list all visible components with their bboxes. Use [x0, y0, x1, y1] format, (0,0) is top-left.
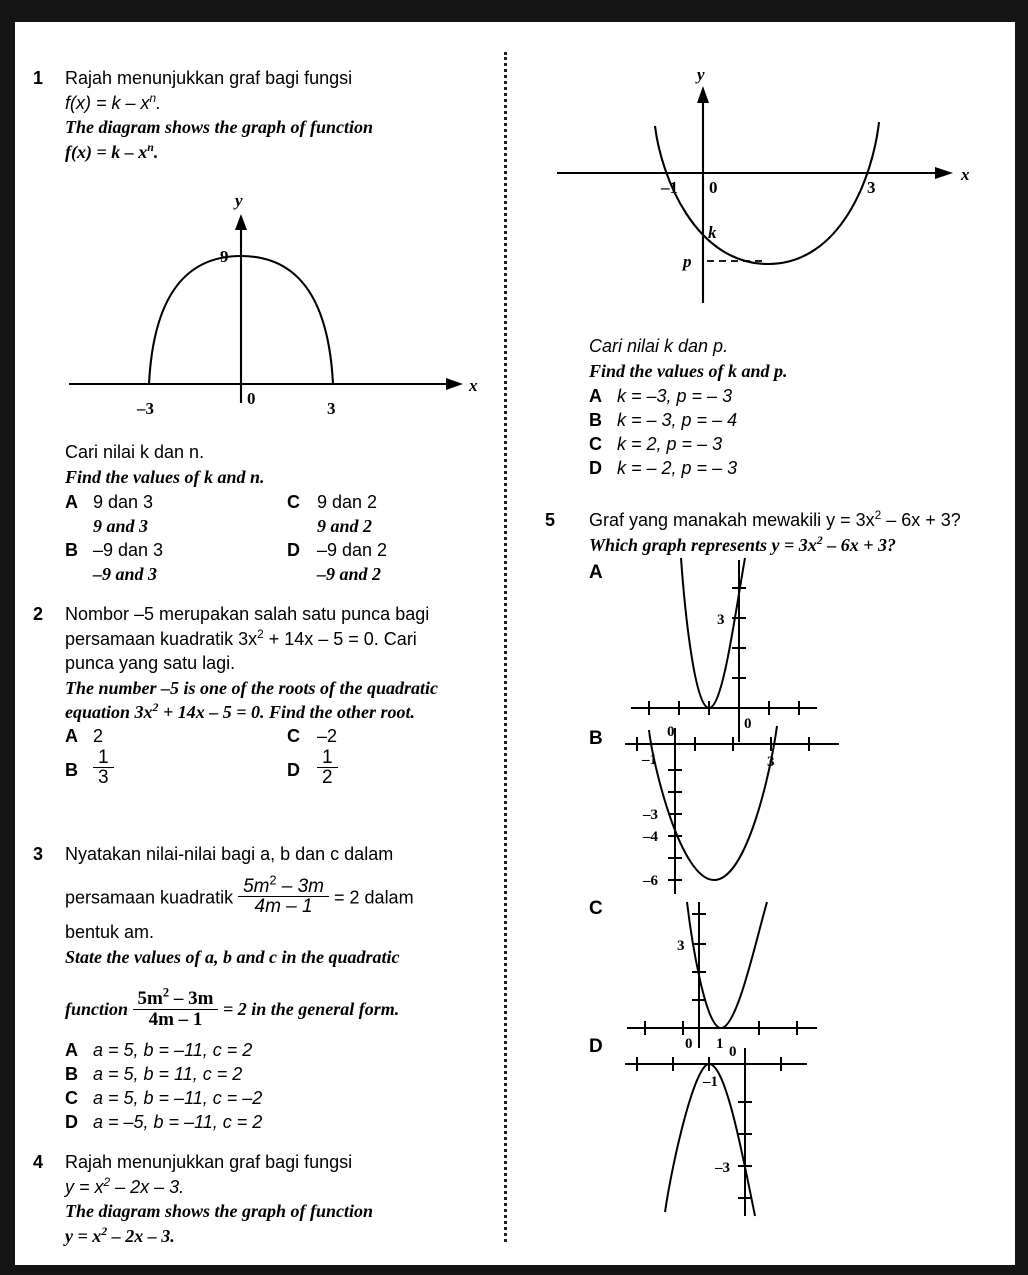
q5-c-vertex-label: 1	[716, 1036, 724, 1052]
q5-a-y-label: 3	[717, 612, 725, 628]
q3-option-d-letter[interactable]: D	[65, 1112, 78, 1132]
q4-ask-en: Find the values of k and p.	[589, 360, 788, 381]
q3-option-b-letter[interactable]: B	[65, 1064, 78, 1084]
q1-option-row-2-en	[65, 562, 505, 586]
q3-stem-ml-1	[65, 842, 501, 867]
q1-origin-label: 0	[247, 389, 256, 408]
q4-option-d-letter[interactable]: D	[589, 458, 602, 478]
q3-stem-ml-2	[65, 873, 501, 919]
q2-stem-ml-2	[65, 627, 501, 652]
q1-option-a-letter[interactable]: A	[65, 492, 78, 512]
q3-ml2-pre: persamaan kuadratik	[65, 887, 239, 908]
question-4-ask	[589, 334, 1011, 383]
q4-option-a-text[interactable]: k = –3, p = – 3	[617, 386, 733, 406]
question-4-stem	[65, 1150, 501, 1248]
q1-ask-ml: Cari nilai k dan n.	[65, 442, 205, 462]
q1-option-a-en: 9 and 3	[93, 516, 149, 536]
q2-ml2-pre: persamaan kuadratik 3x	[65, 628, 258, 649]
q3-stem-en-2	[65, 985, 501, 1031]
q1-ml2-pre: f(x) = k – x	[65, 92, 150, 113]
q3-num-pre-en: 5m	[137, 988, 163, 1010]
question-5-number: 5	[545, 510, 556, 530]
q5-b-y-label-2: –4	[643, 829, 658, 845]
question-1-stem	[65, 66, 501, 164]
q3-fraction-inline	[238, 873, 329, 917]
q3-fraction-denominator-en: 4m – 1	[133, 1009, 219, 1029]
q1-option-row-1-en	[65, 514, 505, 538]
q5-d-y-label: –3	[715, 1160, 730, 1176]
question-4-options	[589, 384, 1015, 480]
q3-num-pre: 5m	[243, 875, 270, 897]
q5-en-pre: Which graph represents y = 3x	[589, 534, 817, 555]
question-1-options	[65, 490, 505, 586]
q2-option-c-letter[interactable]: C	[287, 726, 300, 746]
q2-option-row-1	[65, 724, 505, 748]
q5-b-root-right-label: 3	[767, 754, 775, 770]
q3-option-c-text[interactable]: a = 5, b = –11, c = –2	[93, 1088, 263, 1108]
q3-stem-ml-3: bentuk am.	[65, 922, 155, 943]
q3-option-a-letter[interactable]: A	[65, 1040, 78, 1060]
q4-option-row-b	[589, 408, 1015, 432]
q4-option-c-letter[interactable]: C	[589, 434, 602, 454]
q5-a-origin-label: 0	[744, 716, 752, 732]
q3-num-post-en: – 3m	[169, 988, 214, 1010]
q2-option-row-2	[65, 748, 505, 794]
q2-option-d-fraction[interactable]	[317, 747, 338, 790]
q5-d-origin-label: 0	[729, 1044, 737, 1060]
q4-option-row-c	[589, 432, 1015, 456]
left-column	[15, 22, 505, 1265]
q5-option-c-diagram	[607, 900, 877, 1060]
q5-option-a-letter[interactable]: A	[589, 562, 603, 583]
q2-option-d-denominator: 2	[317, 767, 338, 787]
q5-ml-sup: 2	[874, 508, 882, 522]
q3-en2-post: = 2 in the general form.	[218, 999, 400, 1020]
q1-root-left-label: –3	[137, 399, 154, 418]
q3-fraction-numerator	[238, 873, 329, 897]
q2-option-b-letter[interactable]: B	[65, 760, 78, 780]
q1-en2-post: .	[153, 141, 159, 162]
q3-ml1-text: Nyatakan nilai-nilai bagi a, b dan c dalam	[65, 844, 394, 864]
q1-ml2-post: .	[156, 92, 162, 113]
q1-stem-en-2	[65, 140, 501, 165]
q4-minimum-label: p	[683, 252, 692, 271]
q4-origin-label: 0	[709, 178, 718, 197]
q1-y-axis-label: y	[235, 191, 243, 210]
q1-stem-ml-2	[65, 91, 501, 116]
q1-option-b-ml[interactable]: –9 dan 3	[93, 540, 164, 560]
q2-ml2-post: + 14x – 5 = 0. Cari	[263, 628, 417, 649]
q2-option-a-value[interactable]: 2	[93, 726, 104, 746]
q4-x-axis-label: x	[961, 165, 970, 184]
q2-option-b-fraction[interactable]	[93, 747, 114, 790]
question-4-number: 4	[33, 1152, 44, 1172]
q4-stem-en-2	[65, 1224, 501, 1249]
q5-option-a-diagram	[607, 556, 867, 746]
q1-option-c-en: 9 and 2	[317, 516, 373, 536]
q2-en2-sup: 2	[152, 700, 159, 714]
q3-option-d-text[interactable]: a = –5, b = –11, c = 2	[93, 1112, 263, 1132]
q1-ml2-sup: n	[149, 90, 157, 105]
q5-b-origin-label: 0	[667, 724, 675, 740]
q3-en2-pre: function	[65, 999, 133, 1020]
q2-stem-en-2	[65, 700, 501, 725]
q1-stem-ml-1: Rajah menunjukkan graf bagi fungsi	[65, 68, 353, 88]
q4-option-c-text[interactable]: k = 2, p = – 3	[617, 434, 723, 454]
right-column	[527, 22, 1015, 1265]
q5-c-origin-label: 0	[685, 1036, 693, 1052]
q3-fraction-numerator-en	[133, 985, 219, 1010]
q5-option-c-letter[interactable]: C	[589, 898, 603, 919]
q5-option-b-diagram	[607, 722, 887, 902]
q4-ask-ml: Cari nilai k dan p.	[589, 336, 729, 356]
question-2-number: 2	[33, 604, 44, 624]
q2-option-a-letter[interactable]: A	[65, 726, 78, 746]
question-5-stem	[589, 508, 1011, 557]
question-2-options	[65, 724, 505, 794]
q1-en2-sup: n	[147, 139, 154, 154]
q3-stem-en-1: State the values of a, b and c in the quadratic	[65, 946, 400, 967]
q1-option-d-ml[interactable]: –9 dan 2	[317, 540, 388, 560]
q3-option-c-letter[interactable]: C	[65, 1088, 78, 1108]
q5-en-sup: 2	[816, 532, 823, 547]
question-1-number: 1	[33, 68, 44, 88]
q1-x-axis-label: x	[469, 376, 478, 395]
q3-option-row-a	[65, 1038, 505, 1062]
q2-option-b-numerator: 1	[98, 747, 109, 768]
q1-option-b-en: –9 and 3	[93, 564, 158, 584]
q4-option-row-d	[589, 456, 1015, 480]
q5-option-b-letter[interactable]: B	[589, 728, 603, 749]
q1-option-d-en: –9 and 2	[317, 564, 382, 584]
q1-stem-en-1: The diagram shows the graph of function	[65, 117, 374, 137]
question-1-diagram	[61, 188, 481, 428]
q2-option-d-letter[interactable]: D	[287, 760, 300, 780]
q4-option-a-letter[interactable]: A	[589, 386, 602, 406]
q5-ml-pre: Graf yang manakah mewakili y = 3x	[589, 510, 875, 530]
q1-option-c-ml[interactable]: 9 dan 2	[317, 492, 378, 512]
q5-b-y-label-3: –6	[643, 873, 658, 889]
q4-root-right-label: 3	[867, 178, 876, 197]
q2-en2-pre: equation 3x	[65, 702, 153, 722]
question-3-number: 3	[33, 844, 44, 864]
q1-option-row-2	[65, 538, 505, 562]
q3-option-row-b	[65, 1062, 505, 1086]
question-2-stem	[65, 602, 501, 725]
q4-option-d-text[interactable]: k = – 2, p = – 3	[617, 458, 738, 478]
q4-stem-en-1: The diagram shows the graph of function	[65, 1201, 374, 1221]
q4-ml2-pre: y = x	[65, 1176, 104, 1197]
question-3-stem	[65, 842, 501, 1031]
q3-fraction-inline-en	[133, 985, 219, 1030]
q4-stem-ml-2	[65, 1175, 501, 1200]
q4-y-axis-label: y	[697, 65, 705, 84]
q5-ml-post: – 6x + 3?	[881, 510, 961, 530]
q1-option-c-letter[interactable]: C	[287, 492, 300, 512]
q4-y-intercept-label: k	[708, 223, 717, 242]
q3-fraction-denominator: 4m – 1	[238, 896, 329, 916]
q3-num-sup-en: 2	[162, 985, 170, 1000]
q4-en2-sup: 2	[101, 1223, 108, 1238]
q3-option-row-d	[65, 1110, 505, 1134]
q4-stem-ml-1: Rajah menunjukkan graf bagi fungsi	[65, 1152, 353, 1172]
q2-ml2-sup: 2	[257, 626, 264, 641]
q3-option-row-c	[65, 1086, 505, 1110]
q2-option-d-numerator: 1	[322, 747, 333, 768]
q2-en2-post: + 14x – 5 = 0. Find the other root.	[158, 702, 415, 722]
q4-option-b-text[interactable]: k = – 3, p = – 4	[617, 410, 738, 430]
question-4-diagram	[545, 58, 995, 318]
q1-ask-en: Find the values of k and n.	[65, 466, 265, 487]
q4-option-row-a	[589, 384, 1015, 408]
q5-option-d-letter[interactable]: D	[589, 1036, 603, 1057]
q2-option-b-denominator: 3	[93, 767, 114, 787]
worksheet-page	[15, 22, 1015, 1265]
q5-option-d-diagram	[607, 1038, 877, 1228]
q5-stem-en	[589, 533, 1011, 558]
q2-option-c-value[interactable]: –2	[317, 726, 338, 746]
question-3-options	[65, 1038, 505, 1134]
q1-root-right-label: 3	[327, 399, 336, 418]
q2-stem-ml-3: punca yang satu lagi.	[65, 653, 236, 673]
q5-b-y-label-1: –3	[643, 807, 658, 823]
q4-option-b-letter[interactable]: B	[589, 410, 602, 430]
q5-d-vertex-label: –1	[703, 1074, 718, 1090]
q4-ml2-sup: 2	[103, 1174, 111, 1189]
question-1-ask	[65, 440, 501, 489]
q4-en2-pre: y = x	[65, 1225, 102, 1246]
q1-option-b-letter[interactable]: B	[65, 540, 78, 560]
q5-c-y-label: 3	[677, 938, 685, 954]
q3-num-post: – 3m	[276, 875, 325, 897]
q3-ml2-post: = 2 dalam	[329, 887, 414, 908]
q3-num-sup: 2	[269, 873, 277, 888]
q1-option-row-1	[65, 490, 505, 514]
q2-stem-ml-1: Nombor –5 merupakan salah satu punca bagi	[65, 604, 430, 624]
q5-b-root-left-label: –1	[642, 752, 657, 768]
q4-en2-post: – 2x – 3.	[107, 1225, 175, 1246]
q5-en-post: – 6x + 3?	[822, 534, 896, 555]
q4-root-left-label: –1	[661, 178, 678, 197]
q1-option-d-letter[interactable]: D	[287, 540, 300, 560]
q2-stem-en-1: The number –5 is one of the roots of the quadratic	[65, 677, 439, 698]
q1-option-a-ml[interactable]: 9 dan 3	[93, 492, 154, 512]
q3-option-b-text[interactable]: a = 5, b = 11, c = 2	[93, 1064, 243, 1084]
q5-stem-ml	[589, 508, 1011, 533]
q4-ml2-post: – 2x – 3.	[110, 1176, 185, 1197]
q1-en2-pre: f(x) = k – x	[65, 141, 148, 162]
q3-option-a-text[interactable]: a = 5, b = –11, c = 2	[93, 1040, 253, 1060]
q1-peak-label: 9	[220, 247, 229, 266]
